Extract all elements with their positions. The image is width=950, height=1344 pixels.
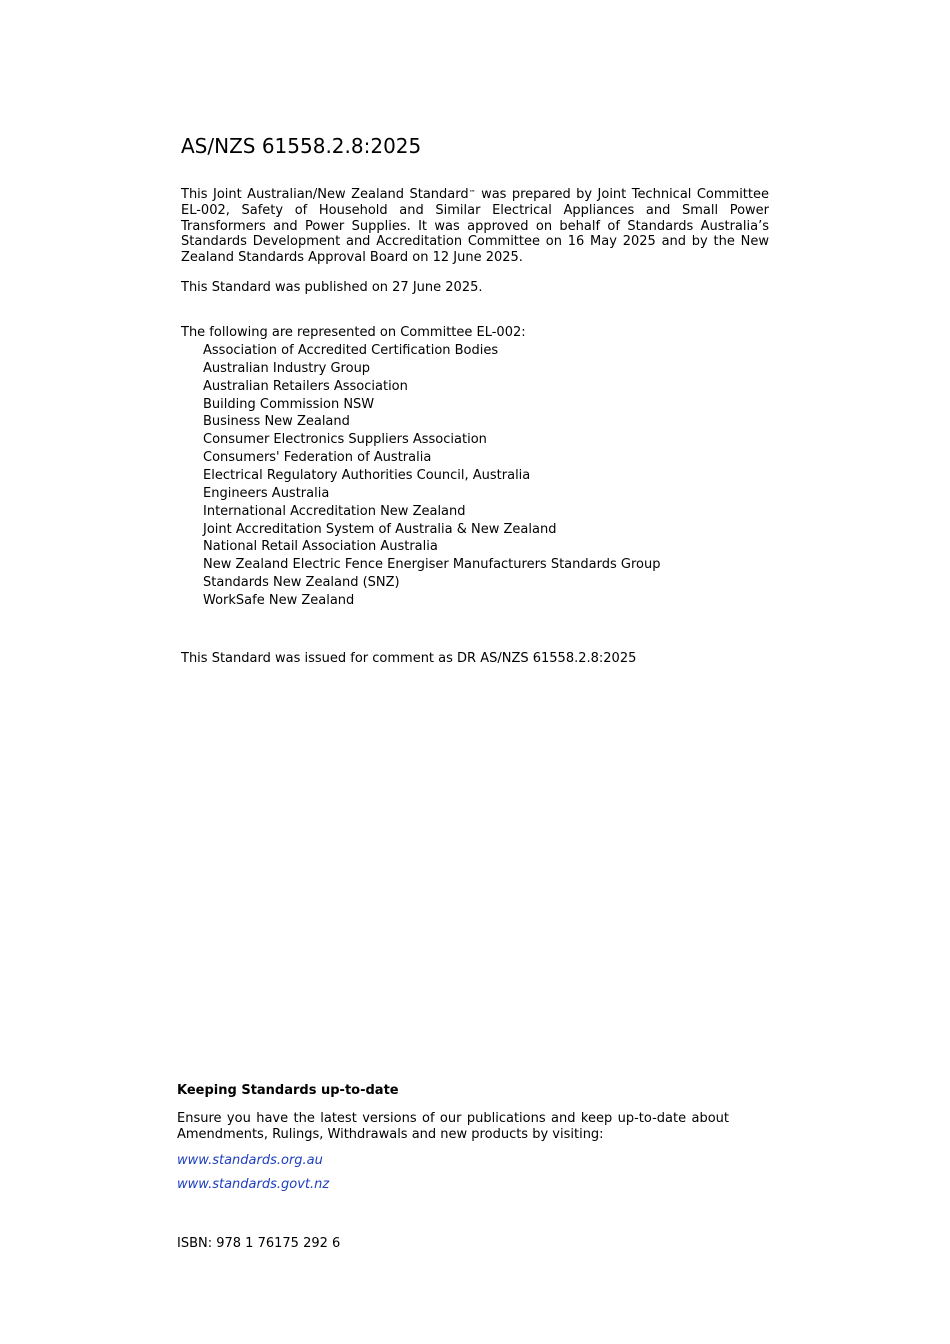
isbn-number: ISBN: 978 1 76175 292 6 (177, 1236, 341, 1251)
standards-nz-link[interactable]: www.standards.govt.nz (177, 1177, 330, 1192)
committee-member: New Zealand Electric Fence Energiser Manufacturers Standards Group (203, 557, 661, 573)
committee-member: Consumers' Federation of Australia (203, 450, 432, 466)
issued-for-comment-note: This Standard was issued for comment as DR AS/NZS 61558.2.8:2025 (181, 651, 637, 666)
published-date: This Standard was published on 27 June 2025. (181, 280, 483, 295)
committee-heading: The following are represented on Committee EL-002: (181, 325, 526, 340)
committee-member: WorkSafe New Zealand (203, 593, 355, 609)
committee-member: Standards New Zealand (SNZ) (203, 575, 400, 591)
committee-member: Engineers Australia (203, 485, 330, 501)
committee-member: Australian Industry Group (203, 360, 371, 376)
committee-member-list (203, 342, 660, 610)
committee-member: Building Commission NSW (203, 396, 375, 412)
keeping-up-to-date-heading: Keeping Standards up-to-date (177, 1083, 399, 1098)
committee-member: Australian Retailers Association (203, 378, 408, 394)
keeping-up-to-date-text: Ensure you have the latest versions of our publications and keep up-to-date about Amendments, Rulings, Withdrawals and new products by visiting: (177, 1111, 729, 1142)
committee-member: Business New Zealand (203, 414, 350, 430)
document-title: AS/NZS 61558.2.8:2025 (181, 134, 422, 158)
committee-member: Association of Accredited Certification Bodies (203, 343, 499, 358)
committee-member: Consumer Electronics Suppliers Association (203, 432, 487, 448)
committee-member: National Retail Association Australia (203, 539, 438, 555)
committee-member: Electrical Regulatory Authorities Council, Australia (203, 468, 531, 484)
intro-text-start: This Joint Australian/New Zealand Standard (181, 187, 469, 202)
committee-member: International Accreditation New Zealand (203, 503, 466, 519)
standards-australia-link[interactable]: www.standards.org.au (177, 1153, 323, 1168)
committee-member: Joint Accreditation System of Australia & New Zealand (203, 521, 557, 537)
intro-text-rest: was prepared by Joint Technical Committee EL-002, Safety of Household and Similar Electrical Appliances and Small Power Transformers and Power Supplies. It was approved on behalf of Standards Australia’s Standards Development and Accreditation Committee on 16 May 2025 and by the New Zealand Standards Approval Board on 12 June 2025. (181, 187, 769, 266)
trademark-symbol: ™ (468, 189, 476, 197)
intro-paragraph (181, 187, 769, 266)
